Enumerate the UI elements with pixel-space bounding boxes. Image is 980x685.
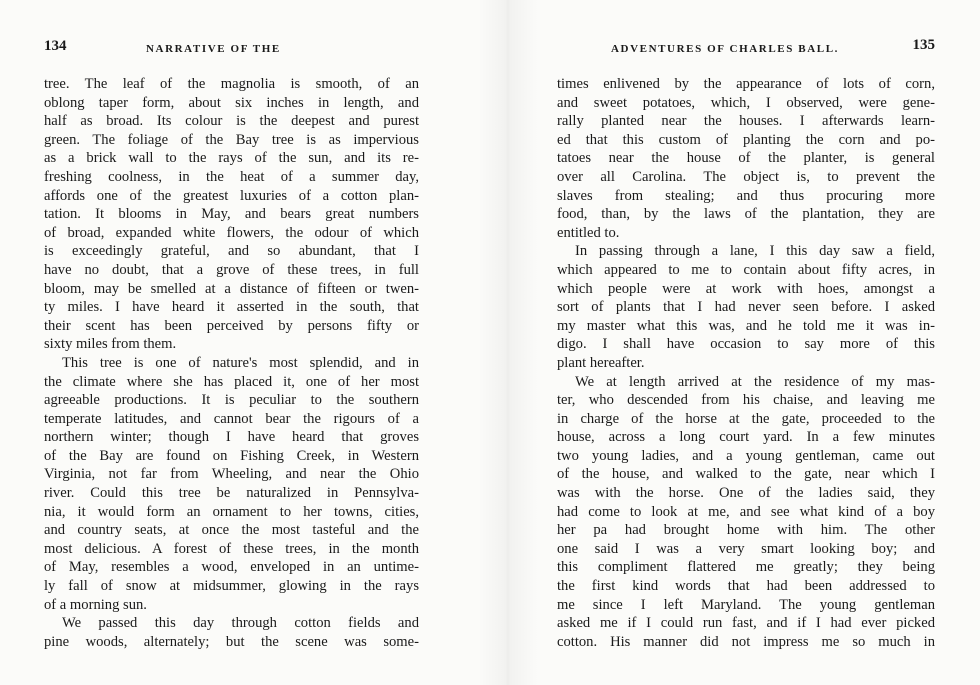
text-line: ly fall of snow at midsummer, glowing in the rays xyxy=(44,578,419,595)
text-line: river. Could this tree be naturalized in Pennsylva- xyxy=(44,485,419,502)
text-line: which people were at work with hoes, amongst a xyxy=(557,280,935,297)
text-line: their scent has been perceived by persons fifty or xyxy=(44,317,419,334)
text-line: nia, it would form an ornament to her towns, cities, xyxy=(44,503,419,520)
text-line: Virginia, not far from Wheeling, and near the Ohio xyxy=(44,466,419,483)
text-line: of May, resembles a wood, enveloped in an untime- xyxy=(44,559,419,576)
text-line: as a brick wall to the rays of the sun, and its re- xyxy=(44,150,419,167)
text-line: her pa had brought home with him. The other xyxy=(557,522,935,539)
text-line: the climate where she has placed it, one of her most xyxy=(44,373,419,390)
text-line: the first kind words that had been addressed to xyxy=(557,578,935,595)
text-line: ed that this custom of planting the corn and po- xyxy=(557,131,935,148)
text-line: was with the horse. One of the ladies said, they xyxy=(557,485,935,502)
text-line: We passed this day through cotton fields and xyxy=(62,615,419,632)
text-line: sixty miles from them. xyxy=(44,336,177,353)
right-running-title: ADVENTURES OF CHARLES BALL. xyxy=(611,43,839,55)
right-page-number: 135 xyxy=(912,37,935,53)
left-running-title: NARRATIVE OF THE xyxy=(146,43,281,55)
text-line: which appeared to me to contain about fifty acres, in xyxy=(557,261,935,278)
right-running-head xyxy=(557,38,935,64)
text-line: of the Bay are found on Fishing Creek, in Western xyxy=(44,447,419,464)
text-line: ter, who descended from his chaise, and leaving me xyxy=(557,392,935,409)
text-line: two young ladies, and a young gentleman, came out xyxy=(557,447,935,464)
text-line: oblong taper form, about six inches in length, and xyxy=(44,94,419,111)
text-line: is exceedingly grateful, and so abundant, that I xyxy=(44,243,419,260)
right-page-text xyxy=(557,75,935,651)
text-line: affords one of the greatest luxuries of a cotton plan- xyxy=(44,187,419,204)
text-line: temperate latitudes, and cannot bear the rigours of a xyxy=(44,410,419,427)
text-line: slaves from stealing; and thus procuring more xyxy=(557,187,935,204)
text-line: sort of plants that I had never seen before. I asked xyxy=(557,299,935,316)
text-line: tation. It blooms in May, and bears great numbers xyxy=(44,206,419,223)
text-line: one said I was a very smart looking boy; and xyxy=(557,540,935,557)
text-line: tatoes near the house of the planter, is general xyxy=(557,150,935,167)
text-line: asked me if I could run fast, and if I had ever picked xyxy=(557,615,935,632)
text-line: of the house, and walked to the gate, near which I xyxy=(557,466,935,483)
text-line: entitled to. xyxy=(557,224,620,241)
text-line: plant hereafter. xyxy=(557,354,645,371)
left-page-text xyxy=(44,75,419,651)
text-line: my master what this was, and he told me it was in- xyxy=(557,317,935,334)
text-line: times enlivened by the appearance of lots of corn, xyxy=(557,76,935,92)
text-line: pine woods, alternately; but the scene was some- xyxy=(44,633,419,650)
right-page xyxy=(557,38,935,651)
text-line: In passing through a lane, I this day saw a field, xyxy=(575,243,935,260)
text-line: and sweet potatoes, which, I observed, were gene- xyxy=(557,94,935,111)
left-page xyxy=(44,38,419,651)
text-line: me since I left Maryland. The young gentleman xyxy=(557,596,935,613)
text-line: of broad, expanded white flowers, the odour of which xyxy=(44,224,419,241)
text-line: half as broad. Its colour is the deepest and purest xyxy=(44,113,419,130)
text-line: tree. The leaf of the magnolia is smooth, of an xyxy=(44,76,419,92)
left-page-number: 134 xyxy=(44,38,67,54)
book-gutter xyxy=(478,0,538,685)
text-line: and country seats, at once the most tasteful and the xyxy=(44,522,419,539)
text-line: cotton. His manner did not impress me so much in xyxy=(557,633,935,650)
text-line: ty miles. I have heard it asserted in the south, that xyxy=(44,299,419,316)
text-line: digo. I shall have occasion to say more of this xyxy=(557,336,935,353)
text-line: We at length arrived at the residence of my mas- xyxy=(575,373,935,390)
text-line: northern winter; though I have heard that groves xyxy=(44,429,419,446)
text-line: green. The foliage of the Bay tree is as impervious xyxy=(44,131,419,148)
text-line: rally planted near the houses. I afterwards learn- xyxy=(557,113,935,130)
text-line: agreeable productions. It is peculiar to the southern xyxy=(44,392,419,409)
text-line: in charge of the horse at the gate, proceeded to the xyxy=(557,410,935,427)
text-line: this compliment flattered me greatly; they being xyxy=(557,559,935,576)
text-line: food, than, by the laws of the plantation, they are xyxy=(557,206,935,223)
text-line: have no doubt, that a grove of these trees, in full xyxy=(44,261,419,278)
text-line: This tree is one of nature's most splendid, and in xyxy=(62,354,419,371)
text-line: house, across a long court yard. In a few minutes xyxy=(557,429,935,446)
text-line: had come to look at me, and see what kind of a boy xyxy=(557,503,935,520)
text-line: freshing coolness, in the heat of a summer day, xyxy=(44,168,419,185)
left-running-head xyxy=(44,38,419,64)
text-line: most delicious. A forest of these trees, in the month xyxy=(44,540,419,557)
text-line: bloom, may be smelled at a distance of fifteen or twen- xyxy=(44,280,419,297)
text-line: over all Carolina. The object is, to prevent the xyxy=(557,168,935,185)
text-line: of a morning sun. xyxy=(44,596,147,613)
